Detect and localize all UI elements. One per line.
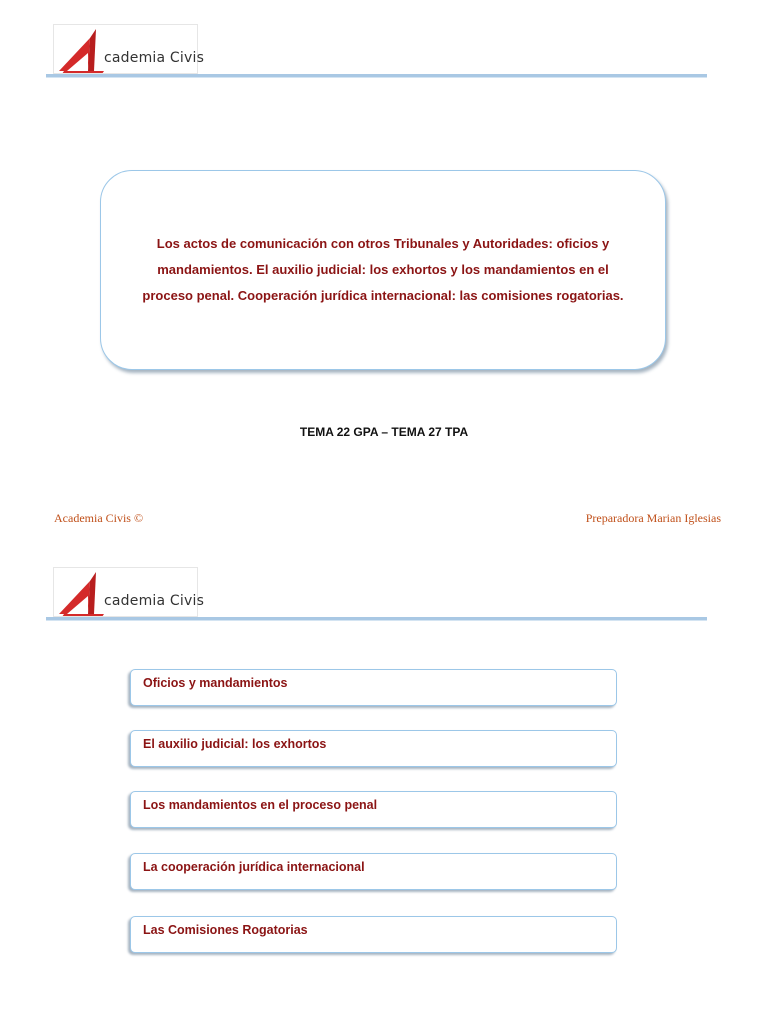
topic-box: [130, 853, 617, 890]
academia-civis-logo: [53, 567, 205, 617]
header-rule: [46, 617, 707, 621]
document-title: Los actos de comunicación con otros Tribunales y Autoridades: oficios y mandamientos. El auxilio judicial: los exhortos y los mandamientos en el proceso penal. Cooperación jurídica internacional: las comisiones rogatorias.: [142, 236, 624, 303]
topic-box: [130, 916, 617, 953]
topic-box: [130, 669, 617, 706]
topic-box: [130, 730, 617, 767]
academia-civis-logo-icon: [54, 568, 106, 616]
topic-label: El auxilio judicial: los exhortos: [143, 737, 327, 751]
title-box: [100, 170, 666, 370]
header-rule: [46, 74, 707, 78]
topic-label: Los mandamientos en el proceso penal: [143, 798, 378, 812]
academia-civis-logo-icon: [54, 25, 106, 73]
footer-right: Preparadora Marian Iglesias: [585, 511, 721, 525]
topic-label: Las Comisiones Rogatorias: [143, 923, 308, 937]
logo-text: cademia Civis: [104, 50, 205, 66]
topic-label: Oficios y mandamientos: [143, 676, 288, 690]
topic-label: La cooperación jurídica internacional: [143, 860, 365, 874]
logo-text: cademia Civis: [104, 593, 205, 609]
topic-box: [130, 791, 617, 828]
tema-label: TEMA 22 GPA – TEMA 27 TPA: [299, 425, 469, 439]
footer-left: Academia Civis ©: [54, 511, 144, 525]
academia-civis-logo: [53, 24, 205, 74]
